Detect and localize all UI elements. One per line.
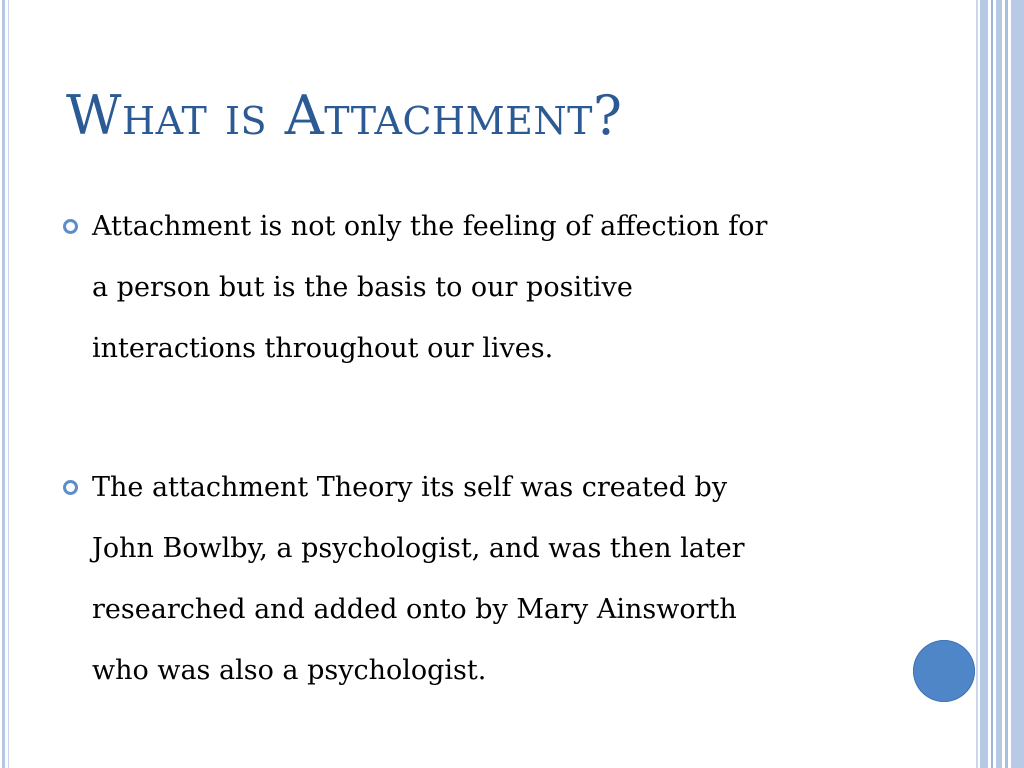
bullet-text-line: The attachment Theory its self was created by [92, 472, 728, 503]
bullet-item [62, 457, 882, 701]
right-decorative-stripes [976, 0, 1024, 768]
bullet-text-line: who was also a psychologist. [92, 655, 487, 686]
stripe [980, 0, 988, 768]
stripe [996, 0, 1002, 768]
bullet-text-line: researched and added onto by Mary Ainsworth [92, 594, 737, 625]
bullet-list [62, 196, 882, 701]
left-border-inner [8, 0, 9, 768]
bullet-text-line: Attachment is not only the feeling of affection for [92, 211, 768, 242]
stripe [991, 0, 993, 768]
slide-title: What is Attachment? [66, 84, 623, 147]
decorative-circle [913, 640, 975, 702]
bullet-circle-icon [63, 480, 78, 495]
bullet-circle-icon [63, 219, 78, 234]
bullet-text-line: interactions throughout our lives. [92, 333, 554, 364]
bullet-item [62, 196, 882, 379]
bullet-text-line: John Bowlby, a psychologist, and was then later [92, 533, 745, 564]
stripe [1005, 0, 1008, 768]
left-border [2, 0, 5, 768]
stripe [1011, 0, 1024, 768]
stripe [976, 0, 978, 768]
bullet-text-line: a person but is the basis to our positive [92, 272, 633, 303]
